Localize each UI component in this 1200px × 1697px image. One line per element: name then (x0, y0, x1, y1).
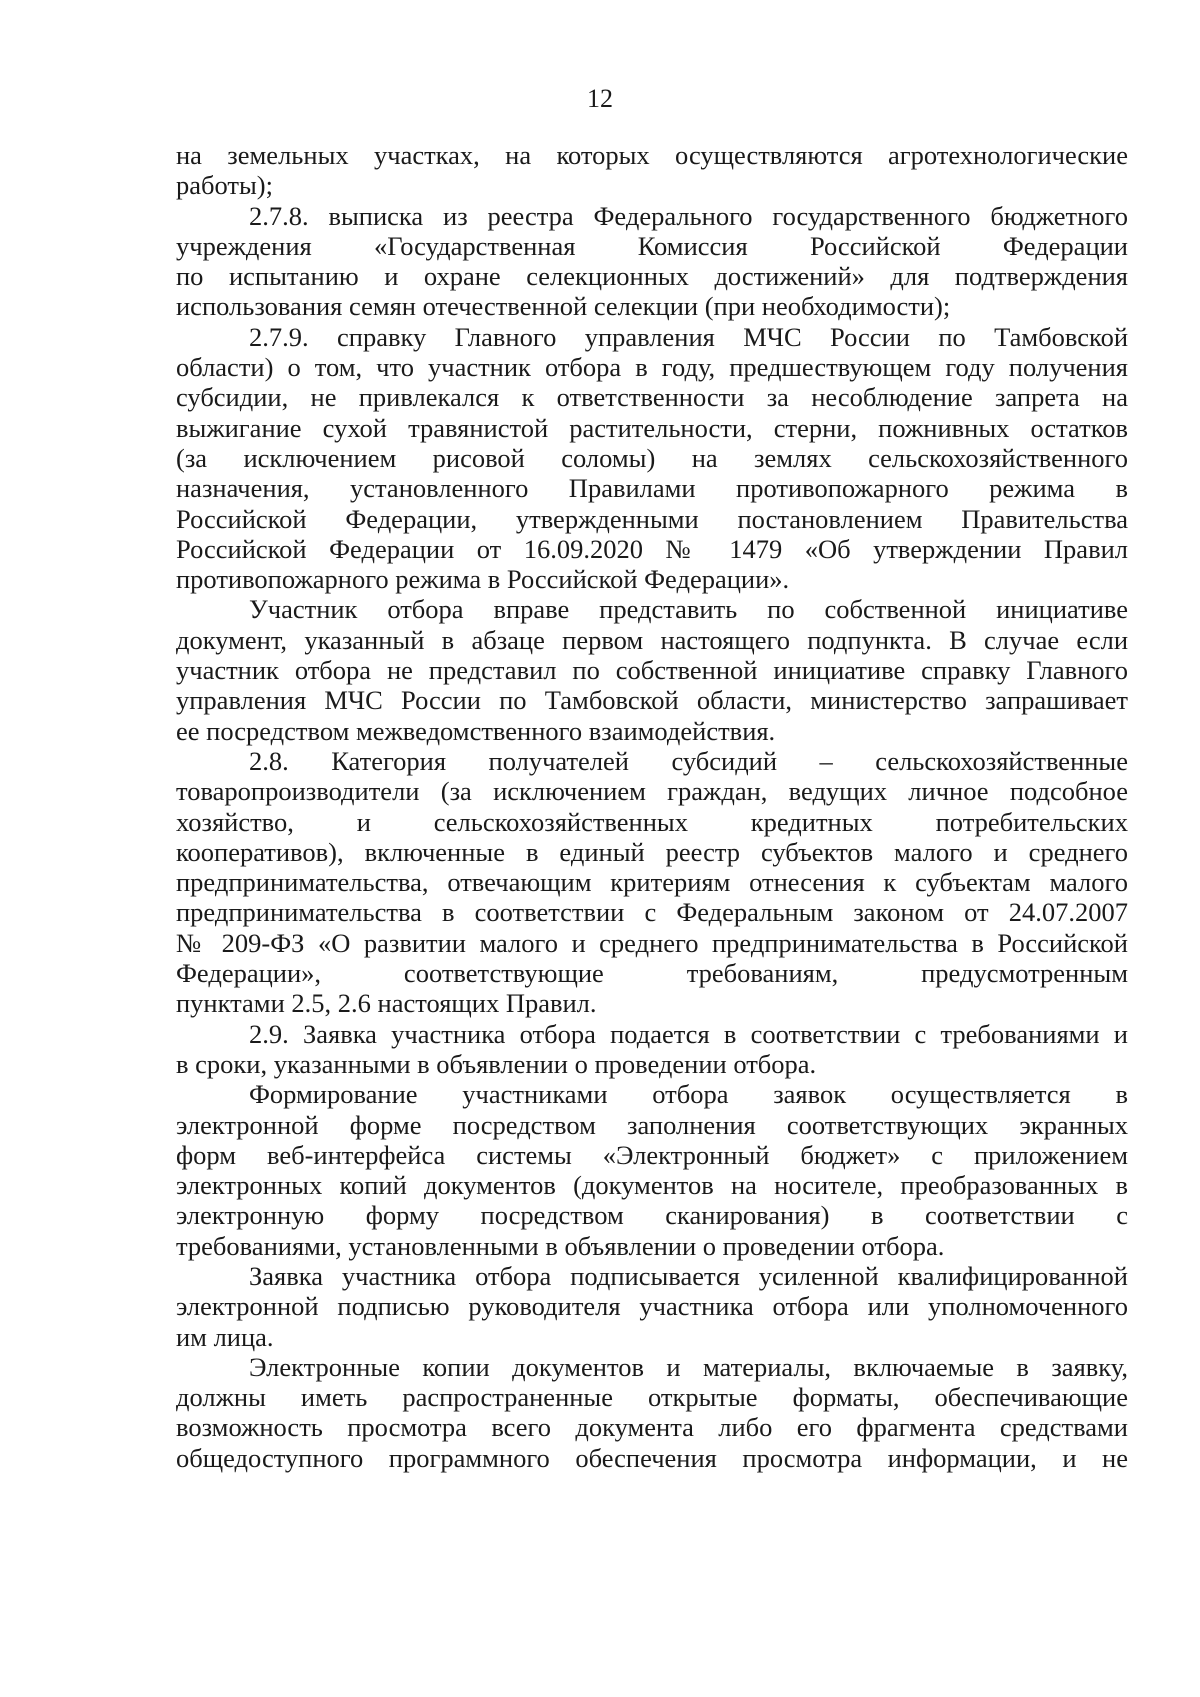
text-line: предпринимательства в соответствии с Федеральным законом от 24.07.2007 (176, 897, 1128, 928)
text-line: № 209-ФЗ «О развитии малого и среднего предпринимательства в Российской (176, 927, 1128, 958)
text-line: документ, указанный в абзаце первом настоящего подпункта. В случае если (176, 624, 1128, 655)
text-line: в сроки, указанными в объявлении о проведении отбора. (176, 1048, 817, 1079)
text-line: субсидии, не привлекался к ответственности за несоблюдение запрета на (176, 382, 1128, 413)
text-line: им лица. (176, 1321, 274, 1352)
text-line: пунктами 2.5, 2.6 настоящих Правил. (176, 988, 597, 1019)
text-line: назначения, установленного Правилами противопожарного режима в (176, 473, 1128, 504)
text-line: по испытанию и охране селекционных достижений» для подтверждения (176, 261, 1128, 292)
text-line: Участник отбора вправе представить по собственной инициативе (249, 594, 1128, 625)
document-body (176, 140, 1128, 1473)
text-line: использования семян отечественной селекции (при необходимости); (176, 291, 951, 322)
text-line: выжигание сухой травянистой растительности, стерни, пожнивных остатков (176, 412, 1128, 443)
text-line: учреждения «Государственная Комиссия Российской Федерации (176, 230, 1128, 261)
text-line: Российской Федерации от 16.09.2020 № 1479 «Об утверждении Правил (176, 533, 1128, 564)
text-line: форм веб-интерфейса системы «Электронный бюджет» с приложением (176, 1139, 1128, 1170)
text-line: Заявка участника отбора подписывается усиленной квалифицированной (249, 1260, 1128, 1291)
text-line: Российской Федерации, утвержденными постановлением Правительства (176, 503, 1128, 534)
text-line: участник отбора не представил по собственной инициативе справку Главного (176, 655, 1128, 686)
text-line: Федерации», соответствующие требованиям, предусмотренным (176, 958, 1128, 989)
text-line: электронной подписью руководителя участника отбора или уполномоченного (176, 1291, 1128, 1322)
text-line: 2.7.9. справку Главного управления МЧС России по Тамбовской (249, 321, 1128, 352)
text-line: предпринимательства, отвечающим критериям отнесения к субъектам малого (176, 867, 1128, 898)
text-line: 2.9. Заявка участника отбора подается в соответствии с требованиями и (249, 1018, 1128, 1049)
text-line: области) о том, что участник отбора в году, предшествующем году получения (176, 352, 1128, 383)
text-line: электронной форме посредством заполнения соответствующих экранных (176, 1109, 1128, 1140)
text-line: (за исключением рисовой соломы) на землях сельскохозяйственного (176, 442, 1128, 473)
text-line: общедоступного программного обеспечения просмотра информации, и не (176, 1442, 1128, 1473)
page-number: 12 (587, 84, 613, 113)
text-line: Электронные копии документов и материалы, включаемые в заявку, (249, 1351, 1128, 1382)
text-line: ее посредством межведомственного взаимодействия. (176, 715, 776, 746)
text-line: Формирование участниками отбора заявок осуществляется в (249, 1079, 1128, 1110)
text-line: электронную форму посредством сканирования) в соответствии с (176, 1200, 1128, 1231)
text-line: кооперативов), включенные в единый реестр субъектов малого и среднего (176, 836, 1128, 867)
text-line: должны иметь распространенные открытые форматы, обеспечивающие (176, 1382, 1128, 1413)
text-line: требованиями, установленными в объявлении о проведении отбора. (176, 1230, 945, 1261)
text-line: на земельных участках, на которых осуществляются агротехнологические (176, 140, 1128, 170)
text-line: 2.8. Категория получателей субсидий – сельскохозяйственные (249, 745, 1128, 776)
text-line: товаропроизводители (за исключением граждан, ведущих личное подсобное (176, 776, 1128, 807)
text-line: работы); (176, 170, 273, 201)
text-line: 2.7.8. выписка из реестра Федерального государственного бюджетного (249, 200, 1128, 231)
text-line: электронных копий документов (документов на носителе, преобразованных в (176, 1170, 1128, 1201)
text-line: противопожарного режима в Российской Федерации». (176, 564, 790, 595)
text-line: возможность просмотра всего документа либо его фрагмента средствами (176, 1412, 1128, 1443)
text-line: хозяйство, и сельскохозяйственных кредитных потребительских (176, 806, 1128, 837)
text-line: управления МЧС России по Тамбовской области, министерство запрашивает (176, 685, 1128, 716)
